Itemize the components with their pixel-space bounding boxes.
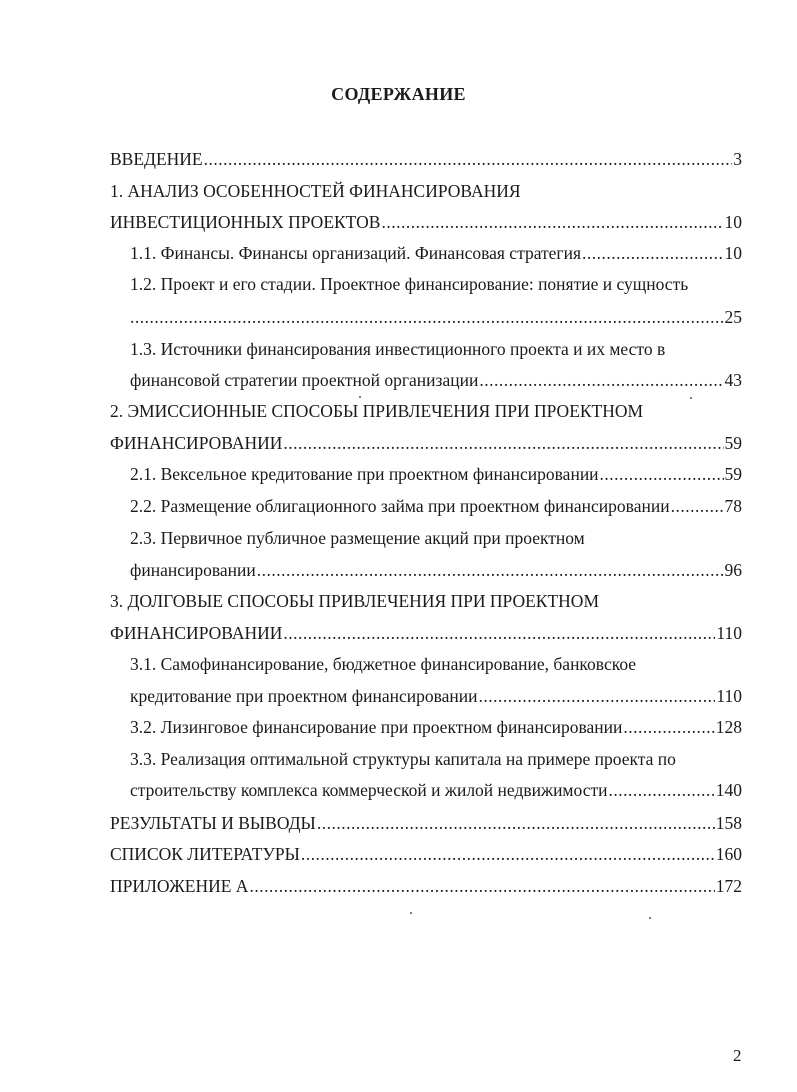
toc-entry-ch2[interactable] — [110, 432, 742, 454]
page-title: СОДЕРЖАНИЕ — [331, 84, 466, 104]
toc-entry-s1-3-line1[interactable]: 1.3. Источники финансирования инвестиционного проекта и их место в — [130, 339, 666, 359]
toc-entry-s1-2[interactable] — [130, 306, 742, 328]
toc-entry-s2-3-line1[interactable]: 2.3. Первичное публичное размещение акций при проектном — [130, 528, 585, 548]
scan-speck — [690, 397, 692, 399]
toc-entry-s3-3[interactable] — [130, 779, 742, 801]
scan-speck — [649, 917, 651, 919]
toc-entry-label: 2.1. Вексельное кредитование при проектном финансировании — [130, 464, 599, 484]
toc-entry-label: ВВЕДЕНИЕ — [110, 149, 203, 169]
toc-entry-label: 2.2. Размещение облигационного займа при проектном финансировании — [130, 496, 670, 516]
toc-entry-s2-2[interactable] — [130, 495, 742, 517]
toc-leader-dots — [130, 306, 724, 328]
toc-entry-label: РЕЗУЛЬТАТЫ И ВЫВОДЫ — [110, 813, 316, 833]
toc-entry-appendix[interactable] — [110, 875, 742, 897]
toc-leader-dots — [381, 211, 723, 233]
toc-leader-dots — [623, 716, 714, 738]
toc-entry-ch3-line1[interactable]: 3. ДОЛГОВЫЕ СПОСОБЫ ПРИВЛЕЧЕНИЯ ПРИ ПРОЕКТНОМ — [110, 591, 600, 611]
toc-entry-label: ИНВЕСТИЦИОННЫХ ПРОЕКТОВ — [110, 212, 381, 232]
toc-leader-dots — [283, 622, 715, 644]
scan-speck — [410, 912, 412, 914]
toc-entry-page: 110 — [716, 686, 742, 706]
toc-entry-ch1-line1[interactable]: 1. АНАЛИЗ ОСОБЕННОСТЕЙ ФИНАНСИРОВАНИЯ — [110, 181, 521, 201]
toc-entry-s1-1[interactable] — [130, 242, 742, 264]
toc-entry-s3-1[interactable] — [130, 685, 742, 707]
toc-leader-dots — [582, 242, 723, 264]
toc-entry-label: ФИНАНСИРОВАНИИ — [110, 433, 283, 453]
toc-entry-s2-1[interactable] — [130, 463, 742, 485]
toc-entry-page: 43 — [724, 370, 742, 390]
toc-entry-results[interactable] — [110, 812, 742, 834]
toc-leader-dots — [671, 495, 724, 517]
toc-entry-page: 3 — [733, 149, 742, 169]
toc-entry-page: 128 — [715, 717, 742, 737]
toc-entry-label: СПИСОК ЛИТЕРАТУРЫ — [110, 844, 300, 864]
toc-leader-dots — [249, 875, 714, 897]
toc-entry-s1-3[interactable] — [130, 369, 742, 391]
toc-entry-page: 96 — [724, 560, 742, 580]
toc-entry-page: 160 — [715, 844, 742, 864]
toc-entry-literature[interactable] — [110, 843, 742, 865]
toc-entry-label: финансовой стратегии проектной организации — [130, 370, 479, 390]
toc-entry-page: 110 — [716, 623, 742, 643]
toc-entry-label: кредитование при проектном финансировании — [130, 686, 478, 706]
toc-entry-page: 10 — [724, 243, 742, 263]
toc-entry-page: 59 — [724, 433, 742, 453]
toc-entry-s3-2[interactable] — [130, 716, 742, 738]
toc-leader-dots — [600, 463, 724, 485]
toc-entry-page: 140 — [715, 780, 742, 800]
toc-leader-dots — [479, 369, 723, 391]
toc-leader-dots — [317, 812, 715, 834]
toc-entry-page: 158 — [715, 813, 742, 833]
toc-entry-page: 59 — [724, 464, 742, 484]
toc-entry-ch1[interactable] — [110, 211, 742, 233]
toc-entry-s3-3-line1[interactable]: 3.3. Реализация оптимальной структуры капитала на примере проекта по — [130, 749, 676, 769]
toc-entry-ch3[interactable] — [110, 622, 742, 644]
toc-entry-page: 78 — [724, 496, 742, 516]
toc-entry-label: 3.2. Лизинговое финансирование при проектном финансировании — [130, 717, 623, 737]
toc-leader-dots — [608, 779, 714, 801]
toc-leader-dots — [257, 559, 724, 581]
toc-entry-page: 172 — [715, 876, 742, 896]
toc-entry-s1-2-line1[interactable]: 1.2. Проект и его стадии. Проектное финансирование: понятие и сущность — [130, 274, 689, 294]
toc-leader-dots — [301, 843, 715, 865]
page-number: 2 — [733, 1046, 742, 1065]
toc-entry-label: ПРИЛОЖЕНИЕ А — [110, 876, 249, 896]
scan-speck — [359, 396, 361, 398]
toc-entry-page: 25 — [724, 307, 742, 327]
toc-leader-dots — [478, 685, 715, 707]
toc-entry-s3-1-line1[interactable]: 3.1. Самофинансирование, бюджетное финансирование, банковское — [130, 654, 637, 674]
toc-entry-label: ФИНАНСИРОВАНИИ — [110, 623, 283, 643]
toc-entry-intro[interactable] — [110, 148, 742, 170]
toc-entry-ch2-line1[interactable]: 2. ЭМИССИОННЫЕ СПОСОБЫ ПРИВЛЕЧЕНИЯ ПРИ ПРОЕКТНОМ — [110, 401, 644, 421]
toc-entry-label: строительству комплекса коммерческой и жилой недвижимости — [130, 780, 608, 800]
toc-leader-dots — [283, 432, 723, 454]
toc-entry-label: финансировании — [130, 560, 256, 580]
toc-entry-page: 10 — [724, 212, 742, 232]
toc-leader-dots — [204, 148, 733, 170]
toc-entry-s2-3[interactable] — [130, 559, 742, 581]
toc-entry-label: 1.1. Финансы. Финансы организаций. Финансовая стратегия — [130, 243, 582, 263]
